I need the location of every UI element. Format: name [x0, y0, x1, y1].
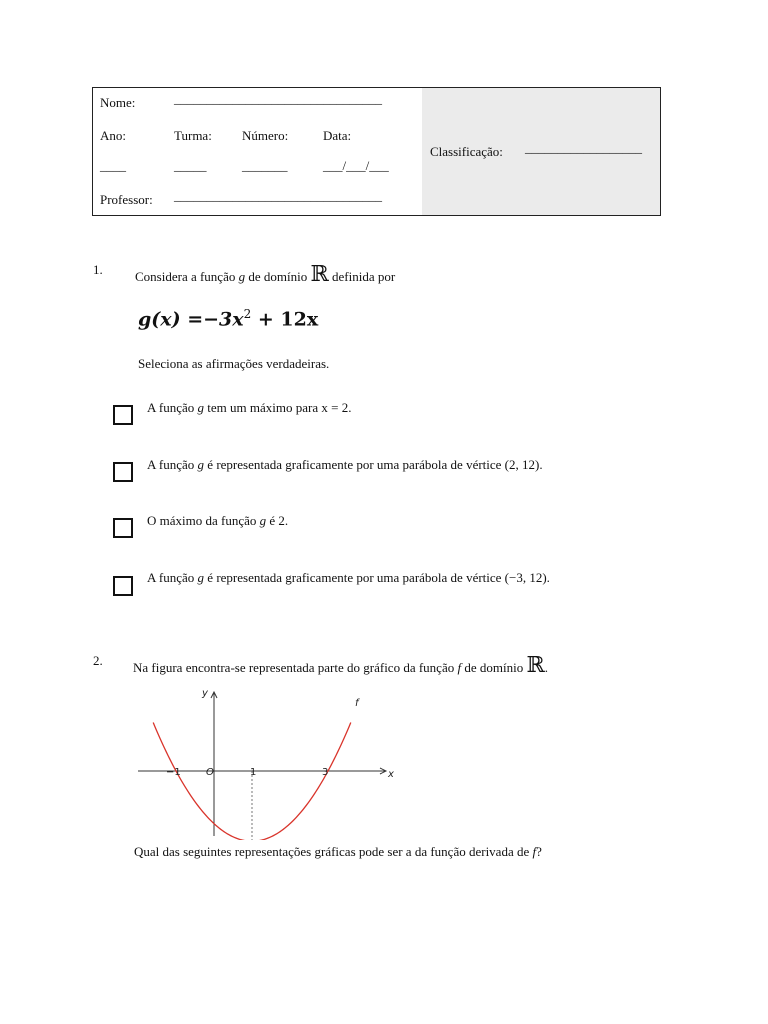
option-text: O máximo da função — [147, 513, 260, 528]
data-field[interactable]: ___/___/___ — [323, 158, 389, 173]
series-f-line — [153, 723, 351, 840]
turma-label: Turma: — [174, 128, 212, 143]
option-2-checkbox[interactable] — [113, 462, 133, 482]
option-4-text — [147, 570, 550, 586]
option-text: A função — [147, 570, 198, 585]
option-1-checkbox[interactable] — [113, 405, 133, 425]
series-f-label: f — [355, 698, 359, 709]
numero-field[interactable]: _______ — [242, 158, 288, 173]
prompt-text: ? — [536, 844, 542, 859]
option-text: é representada graficamente por uma parábola de vértice (2, 12). — [204, 457, 543, 472]
graph-axes — [138, 692, 386, 836]
function-formula — [138, 307, 318, 330]
classificacao-label: Classificação: — [430, 144, 503, 159]
function-f-graph — [130, 684, 400, 840]
professor-field[interactable]: ________________________________ — [174, 188, 382, 203]
real-numbers-symbol: ℝ — [310, 262, 329, 287]
intro-var: g — [238, 269, 246, 284]
option-1-text — [147, 400, 351, 416]
question-1-instruction: Seleciona as afirmações verdadeiras. — [138, 356, 330, 371]
y-axis-label: y — [202, 688, 208, 699]
option-text: A função — [147, 457, 198, 472]
question-1-intro — [135, 262, 395, 287]
ano-label: Ano: — [100, 128, 126, 143]
real-numbers-symbol: ℝ — [526, 653, 545, 678]
ano-field[interactable]: ____ — [100, 158, 126, 173]
tick-label-3: 3 — [322, 767, 329, 778]
origin-label: O — [206, 767, 214, 778]
curve-group — [153, 723, 351, 840]
turma-field[interactable]: _____ — [174, 158, 207, 173]
intro-text: definida por — [328, 269, 396, 284]
option-3-checkbox[interactable] — [113, 518, 133, 538]
tick-label-minus-1: −1 — [166, 767, 181, 778]
option-3-text — [147, 513, 288, 529]
student-info-box — [92, 87, 661, 216]
option-var: g — [259, 513, 267, 528]
data-label: Data: — [323, 128, 352, 143]
prompt-text: Qual das seguintes representações gráficas pode ser a da função derivada de — [134, 844, 533, 859]
option-text: é 2. — [266, 513, 289, 528]
intro-text: de domínio — [461, 660, 527, 675]
option-text: tem um máximo para x = 2. — [204, 400, 352, 415]
nome-label: Nome: — [100, 95, 136, 110]
option-text: A função — [147, 400, 198, 415]
intro-var: f — [457, 660, 462, 675]
formula-lhs: g(x) = — [138, 308, 204, 331]
option-var: g — [197, 570, 205, 585]
question-2-intro — [133, 653, 548, 678]
intro-text: Considera a função — [135, 269, 239, 284]
question-1-number: 1. — [93, 262, 103, 277]
question-2-number: 2. — [93, 653, 103, 668]
option-text: é representada graficamente por uma parábola de vértice (−3, 12). — [204, 570, 550, 585]
option-2-text — [147, 457, 543, 473]
intro-text: Na figura encontra-se representada parte do gráfico da função — [133, 660, 458, 675]
nome-field[interactable]: ________________________________ — [174, 91, 382, 106]
professor-label: Professor: — [100, 192, 153, 207]
prompt-var: f — [532, 844, 537, 859]
intro-text: . — [544, 660, 548, 675]
option-var: g — [197, 400, 205, 415]
x-axis-label: x — [388, 769, 394, 780]
vertex-guides — [214, 771, 252, 840]
question-2-prompt — [134, 844, 542, 860]
formula-tail: + 12x — [251, 308, 319, 331]
formula-rhs: −3x — [203, 308, 244, 331]
option-4-checkbox[interactable] — [113, 576, 133, 596]
intro-text: de domínio — [245, 269, 311, 284]
axis-labels — [166, 688, 394, 780]
formula-exponent: 2 — [243, 307, 252, 321]
numero-label: Número: — [242, 128, 289, 143]
tick-label-1: 1 — [250, 767, 257, 778]
classificacao-field[interactable]: __________________ — [525, 140, 642, 155]
option-var: g — [197, 457, 205, 472]
classification-panel — [422, 88, 660, 215]
